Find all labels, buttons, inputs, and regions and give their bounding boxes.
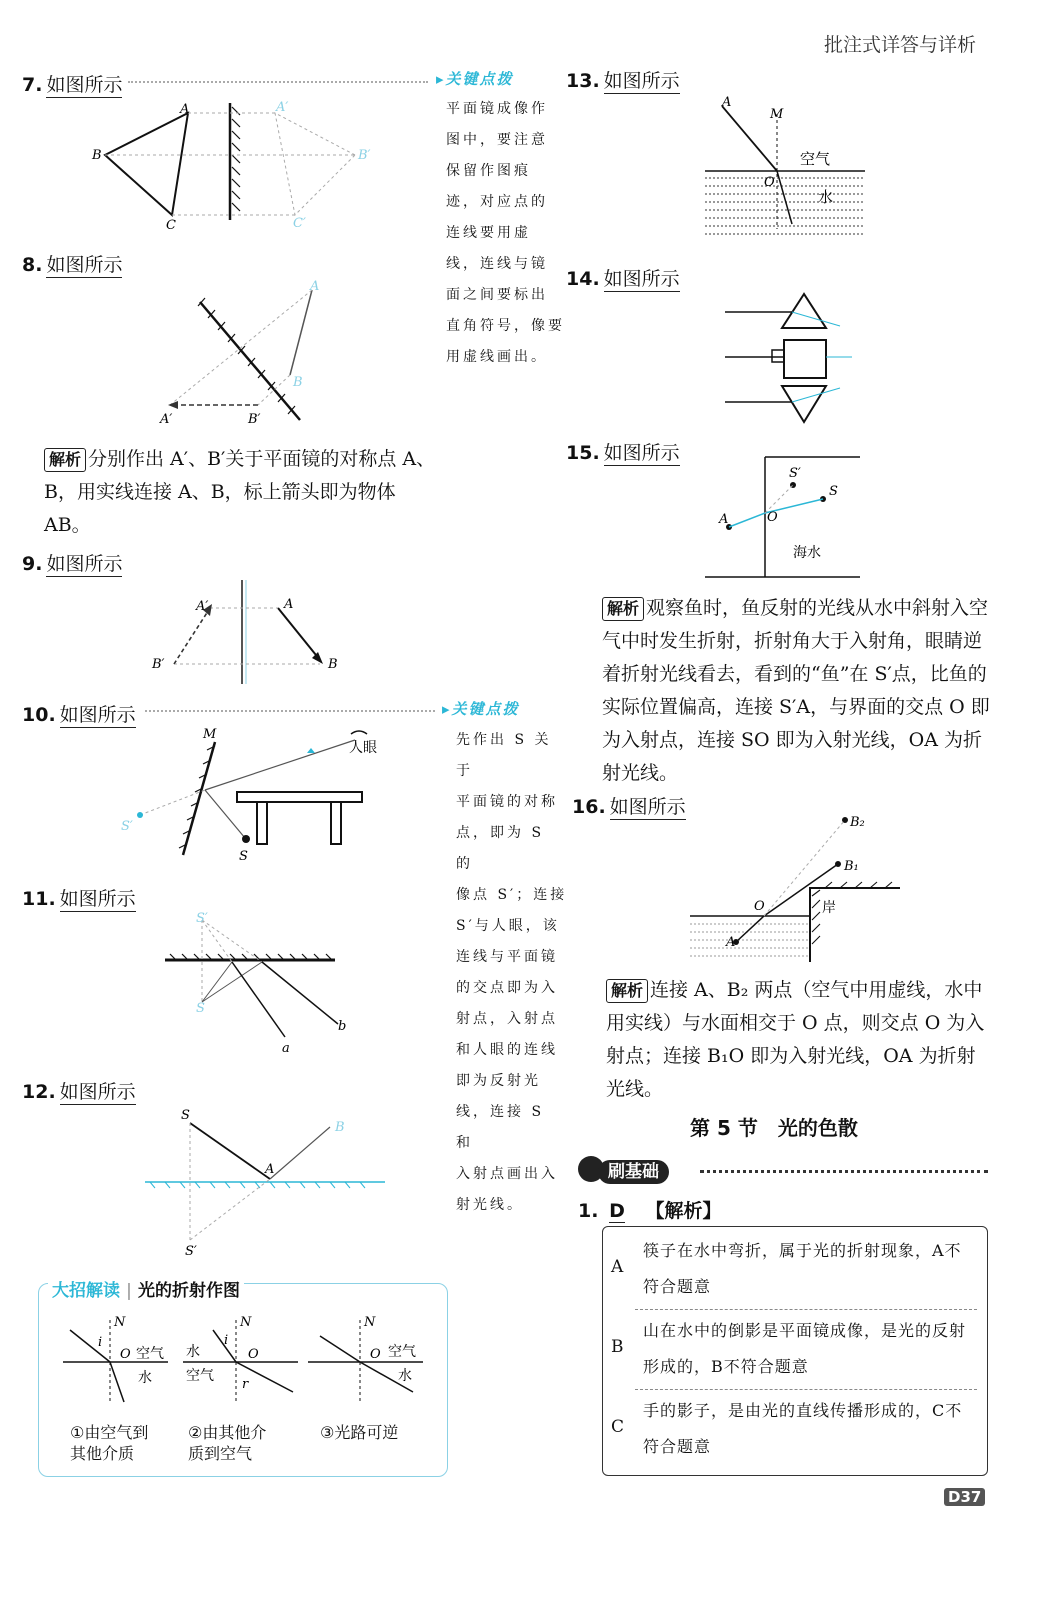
q12-diagram	[145, 1105, 395, 1260]
svg-text:M: M	[770, 107, 784, 122]
q9-diagram	[140, 580, 350, 688]
svg-text:O: O	[370, 1347, 381, 1362]
question-7-number: 7.	[22, 74, 43, 96]
question-9: 9. 如图所示	[22, 553, 123, 575]
svg-text:S: S	[181, 1108, 190, 1123]
svg-text:水: 水	[818, 188, 834, 206]
svg-text:O: O	[248, 1347, 259, 1362]
svg-text:A′: A′	[160, 412, 173, 427]
analysis-tag: 解析	[44, 448, 86, 472]
svg-text:S: S	[239, 849, 248, 864]
question-15: 15. 如图所示	[566, 442, 680, 464]
label-c: C	[166, 218, 176, 233]
question-1: 1. D 【解析】	[578, 1200, 722, 1222]
svg-text:i: i	[98, 1335, 103, 1350]
page-number: D37	[944, 1488, 985, 1506]
key-point-text-2: 先作出 S 关于 平面镜的对称 点，即为 S 的 像点 S′；连接 S′与人眼，该 连线与平面镜 的交点即为入 射点，入射点 和人眼的连线 即为反射光 线，连接 S 和 入射点画出入 射光线。	[456, 732, 568, 1213]
label-b: B	[92, 148, 102, 163]
tip-caption-1: ①由空气到 其他介质	[70, 1423, 149, 1463]
svg-text:S′: S′	[789, 466, 801, 481]
svg-text:S′: S′	[121, 819, 133, 834]
svg-text:B: B	[293, 375, 303, 390]
leader-dotline	[128, 81, 428, 83]
q13-diagram	[700, 94, 870, 242]
key-point-text-1: 平面镜成像作 图中，要注意 保留作图痕 迹，对应点的 连线要用虚 线，连线与镜 面之间要标出 直角符号，像要 用虚线画出。	[446, 101, 565, 365]
svg-text:O: O	[120, 1347, 131, 1362]
svg-text:M: M	[203, 727, 217, 742]
table-row: B 山在水中的倒影是平面镜成像，是光的反射形成的，B不符合题意	[611, 1321, 967, 1376]
svg-text:水: 水	[398, 1368, 412, 1384]
tip-caption-2: ②由其他介 质到空气	[188, 1423, 267, 1463]
svg-text:海水: 海水	[793, 545, 821, 561]
svg-text:O: O	[764, 175, 775, 190]
svg-text:A′: A′	[196, 599, 209, 614]
svg-text:水: 水	[138, 1370, 152, 1386]
q10-diagram	[115, 720, 405, 870]
tip-caption-3: ③光路可逆	[320, 1423, 399, 1442]
svg-text:O: O	[767, 510, 778, 525]
svg-text:空气: 空气	[388, 1344, 416, 1360]
tip-title: 大招解读 | 光的折射作图	[48, 1276, 244, 1301]
key-point-title-2: ▸关键点拨	[442, 700, 520, 718]
key-point-title-1: ▸关键点拨	[436, 70, 514, 88]
svg-text:i: i	[224, 1333, 229, 1348]
options-table	[602, 1226, 988, 1476]
svg-text:N: N	[364, 1315, 376, 1330]
q14-diagram	[720, 288, 860, 428]
svg-text:A: A	[722, 95, 732, 110]
svg-text:C′: C′	[293, 216, 306, 231]
q8-analysis: 解析 分别作出 A′、B′关于平面镜的对称点 A、B，用实线连接 A、B，标上箭头即为物体 AB。	[44, 448, 436, 536]
svg-text:b: b	[338, 1019, 347, 1034]
q7-diagram	[80, 95, 400, 235]
svg-text:S′: S′	[185, 1244, 197, 1259]
question-16: 16. 如图所示	[572, 796, 686, 818]
svg-text:B: B	[335, 1120, 345, 1135]
svg-text:人眼: 人眼	[349, 740, 377, 756]
question-7-text: 如图所示	[46, 74, 123, 96]
label-a: A	[180, 102, 190, 117]
svg-text:S′: S′	[196, 911, 208, 926]
svg-text:空气: 空气	[800, 150, 831, 168]
q8-diagram	[150, 280, 350, 435]
svg-text:A: A	[310, 279, 320, 294]
q16-analysis: 解析 连接 A、B₂ 两点（空气中用虚线，水中用实线）与水面相交于 O 点，则交点 O 为入射点；连接 B₁O 即为入射光线，OA 为折射光线。	[606, 979, 985, 1100]
svg-text:N: N	[240, 1315, 252, 1330]
svg-text:O: O	[754, 899, 765, 914]
svg-text:B₂: B₂	[850, 815, 865, 830]
svg-text:a: a	[282, 1041, 290, 1056]
svg-text:S: S	[196, 1001, 205, 1016]
svg-text:B: B	[328, 657, 338, 672]
q11-diagram	[160, 912, 345, 1062]
table-row: A 筷子在水中弯折，属于光的折射现象，A不符合题意	[611, 1241, 962, 1296]
svg-text:B′: B′	[358, 148, 371, 163]
q16-diagram	[690, 812, 905, 970]
question-10: 10. 如图所示	[22, 704, 136, 726]
question-13: 13. 如图所示	[566, 70, 680, 92]
svg-text:A: A	[726, 935, 736, 950]
question-12: 12. 如图所示	[22, 1081, 136, 1103]
section-title: 第 5 节 光的色散	[690, 1116, 858, 1140]
svg-text:A: A	[265, 1162, 275, 1177]
q15-analysis: 解析 观察鱼时，鱼反射的光线从水中斜射入空气中时发生折射，折射角大于入射角，眼睛逆着折射光线看去，看到的“鱼”在 S′点，比鱼的实际位置偏高，连接 S′A，与界面的交点 O 即为入射点，连接 SO 即为入射光线，OA 为折射光线。	[602, 597, 990, 784]
q15-diagram	[705, 455, 865, 580]
svg-text:A: A	[719, 512, 729, 527]
question-8: 8. 如图所示	[22, 254, 123, 276]
svg-text:B′: B′	[248, 412, 261, 427]
svg-text:N: N	[114, 1315, 126, 1330]
svg-text:A′: A′	[276, 100, 289, 115]
svg-text:空气: 空气	[186, 1368, 214, 1384]
svg-text:空气: 空气	[136, 1346, 164, 1362]
svg-text:B₁: B₁	[844, 859, 859, 874]
svg-text:B′: B′	[152, 657, 165, 672]
question-14: 14. 如图所示	[566, 268, 680, 290]
refraction-tip-diagrams	[58, 1312, 428, 1412]
question-11: 11. 如图所示	[22, 888, 136, 910]
page-header-title: 批注式详答与详析	[823, 34, 976, 56]
leader-dotline	[145, 710, 435, 712]
svg-text:水: 水	[186, 1344, 200, 1360]
svg-text:S: S	[829, 484, 838, 499]
question-7	[22, 70, 122, 97]
section-dotline	[700, 1170, 988, 1173]
table-row: C 手的影子，是由光的直线传播形成的，C不符合题意	[611, 1401, 963, 1456]
svg-text:岸: 岸	[822, 900, 836, 916]
svg-text:A: A	[284, 597, 294, 612]
basic-practice-header: 刷基础	[578, 1156, 669, 1182]
svg-text:r: r	[242, 1377, 249, 1392]
